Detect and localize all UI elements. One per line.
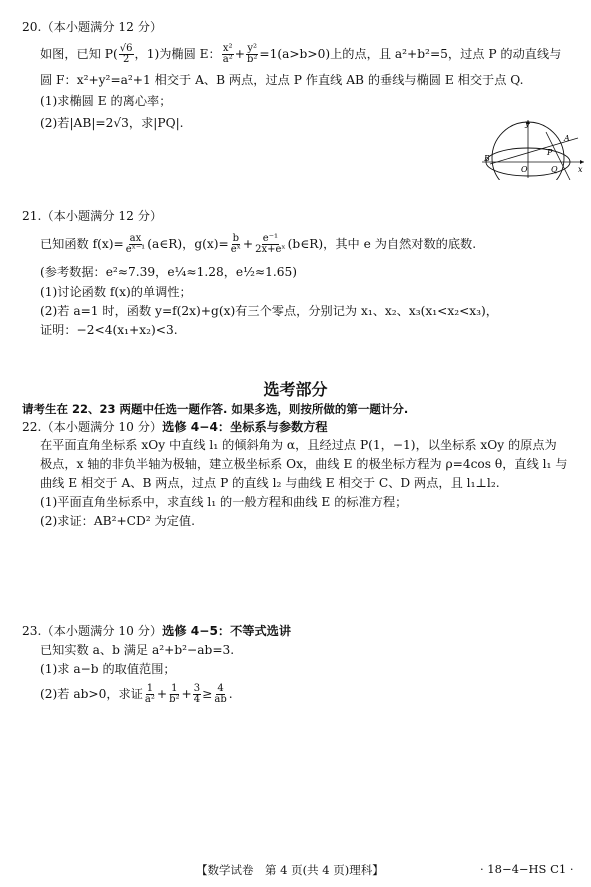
problem-22-question-2: (2)求证：AB²+CD² 为定值. bbox=[40, 514, 195, 528]
problem-20-title: 20.（本小题满分 12 分） bbox=[22, 20, 163, 34]
problem-22-line-3: 曲线 E 相交于 A、B 两点，过点 P 的直线 l₂ 与曲线 E 相交于 C、D 两点，且 l₁⊥l₂. bbox=[40, 476, 500, 490]
problem-22-line-1: 在平面直角坐标系 xOy 中直线 l₁ 的倾斜角为 α，且经过点 P(1，−1)，以坐标系 xOy 的原点为 bbox=[40, 438, 557, 452]
fraction: $\frac{1}{\text{a²}}$ bbox=[144, 683, 155, 705]
problem-21-reference: (参考数据：e²≈7.39，e¼≈1.28，e½≈1.65) bbox=[40, 265, 298, 279]
label-x: x bbox=[578, 165, 583, 174]
fraction: $\frac{1}{\text{b²}}$ bbox=[169, 683, 180, 705]
problem-21-title: 21.（本小题满分 12 分） bbox=[22, 209, 163, 223]
section-title: 选考部分 bbox=[263, 380, 328, 399]
problem-23-line-1: 已知实数 a、b 满足 a²+b²−ab=3. bbox=[40, 643, 235, 657]
problem-23-title: 23.（本小题满分 10 分）选修 4−5：不等式选讲 bbox=[22, 624, 292, 638]
label-q: Q bbox=[551, 165, 558, 174]
fraction: $\frac{\text{e⁻¹}}{\text{2x+eˣ}}$ bbox=[255, 233, 286, 255]
problem-20-question-1: (1)求椭圆 E 的离心率； bbox=[40, 94, 172, 108]
problem-20-question-2: (2)若|AB|=2√3，求|PQ|. bbox=[40, 116, 184, 130]
label-a: A bbox=[564, 134, 570, 143]
problem-22-question-1: (1)平面直角坐标系中，求直线 l₁ 的一般方程和曲线 E 的标准方程； bbox=[40, 495, 408, 509]
label-y: y bbox=[525, 119, 530, 128]
ellipse-circle-figure bbox=[480, 118, 586, 180]
problem-21-question-2-proof: 证明：−2<4(x₁+x₂)<3. bbox=[40, 323, 178, 337]
problem-22-line-2: 极点，x 轴的非负半轴为极轴，建立极坐标系 Ox，曲线 E 的极坐标方程为 ρ=4cos θ，直线 l₁ 与 bbox=[40, 457, 568, 471]
fraction: $\frac{3}{4}$ bbox=[193, 683, 201, 705]
problem-21-question-2: (2)若 a=1 时，函数 y=f(2x)+g(x)有三个零点，分别记为 x₁、x₂、x₃(x₁<x₂<x₃)， bbox=[40, 304, 498, 318]
section-note: 请考生在 22、23 两题中任选一题作答. 如果多选，则按所做的第一题计分. bbox=[22, 402, 409, 416]
fraction: $\frac{\text{y²}}{\text{b²}}$ bbox=[246, 43, 258, 65]
label-o: O bbox=[521, 165, 528, 174]
footer-code: · 18−4−HS C1 · bbox=[480, 862, 574, 876]
fraction: $\frac{\text{x²}}{\text{a²}}$ bbox=[222, 43, 233, 65]
fraction: $\frac{ax}{\text{eˣ⁻¹}}$ bbox=[125, 233, 146, 255]
problem-23-question-2: (2)若 ab>0，求证 $\frac{1}{\text{a²}}$ + $\frac{1}{\text{b²}}$ + $\frac{3}{4}$ ≥ $\frac{4}{ab}$ . bbox=[40, 683, 233, 705]
problem-20-line-1: 如图，已知 P( $\frac{√6}{2}$ ，1)为椭圆 E： $\frac{\text{x²}}{\text{a²}}$ + $\frac{\text{y²}}{\text{b²}}$ =1(a>b>0)上的点，且 a²+b²=5，过点 P 的动直线与 bbox=[40, 43, 562, 65]
problem-23-question-1: (1)求 a−b 的取值范围； bbox=[40, 662, 176, 676]
fraction: $\frac{4}{ab}$ bbox=[214, 683, 227, 705]
fraction: $\frac{√6}{2}$ bbox=[119, 43, 133, 65]
problem-22-title: 22.（本小题满分 10 分）选修 4−4：坐标系与参数方程 bbox=[22, 420, 328, 434]
footer-page-info: 【数学试卷 第 4 页(共 4 页)理科】 bbox=[196, 863, 384, 877]
problem-21-question-1: (1)讨论函数 f(x)的单调性； bbox=[40, 285, 192, 299]
problem-21-line-1: 已知函数 f(x)= $\frac{ax}{\text{eˣ⁻¹}}$ (a∈R)，g(x)= $\frac{b}{\text{eˣ}}$ + $\frac{\text{e⁻¹}}{\text{2x+eˣ}}$ (b∈R)，其中 e 为自然对数的底数. bbox=[40, 233, 477, 255]
label-b: B bbox=[484, 154, 490, 163]
fraction: $\frac{b}{\text{eˣ}}$ bbox=[230, 233, 241, 255]
problem-20-line-2: 圆 F：x²+y²=a²+1 相交于 A、B 两点，过点 P 作直线 AB 的垂线与椭圆 E 相交于点 Q. bbox=[40, 73, 524, 87]
label-p: P bbox=[547, 148, 553, 157]
